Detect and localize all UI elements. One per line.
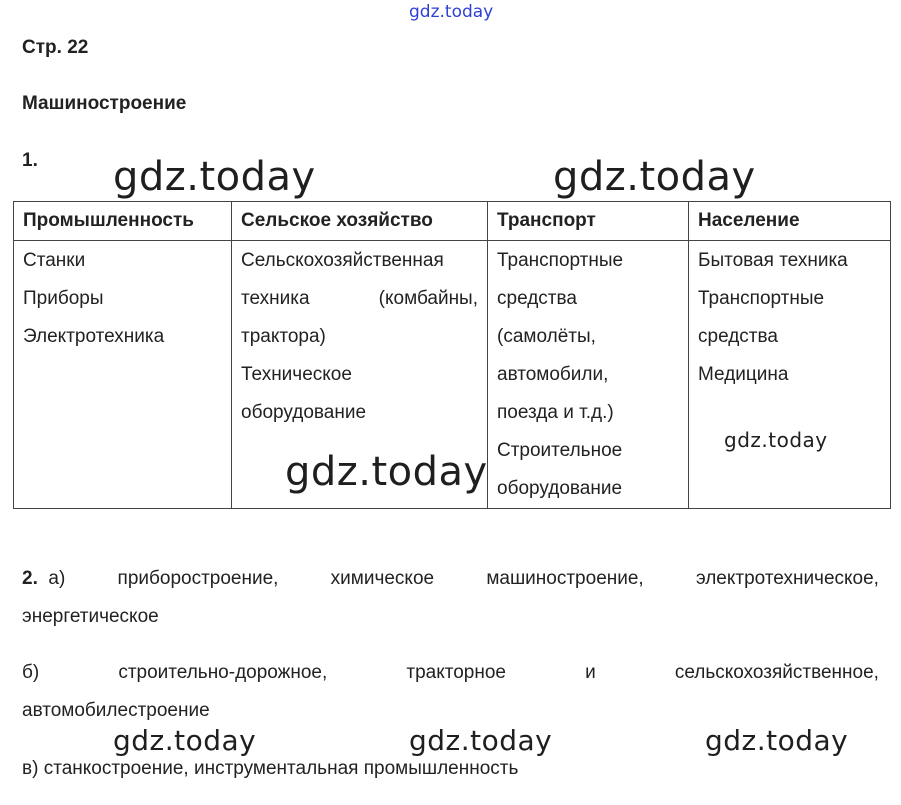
list-item: средства [497,288,577,309]
task-2-number: 2. [22,568,38,589]
page-number: Стр. 22 [22,37,89,58]
list-item: Техническое [241,364,352,385]
task-2-c: в) станкостроение, инструментальная промышленность [22,758,519,779]
word: машиностроение, [486,568,644,589]
list-item: Станки [23,250,86,271]
header-agriculture: Сельское хозяйство [232,202,488,241]
list-item: средства [698,326,778,347]
list-item: Приборы [23,288,104,309]
section-title: Машиностроение [22,93,187,114]
word: б) [22,662,40,683]
header-transport: Транспорт [488,202,689,241]
task-2-a-lead [22,560,65,598]
watermark: gdz.today [113,154,316,200]
word: а) [48,568,66,589]
header-industry: Промышленность [14,202,232,241]
list-item: Строительное [497,440,623,461]
task-2-b-continuation: автомобилестроение [22,700,210,721]
list-item: трактора) [241,326,326,347]
list-item: Электротехника [23,326,165,347]
list-item: Медицина [698,364,789,385]
list-item: Транспортные [698,288,825,309]
watermark: gdz.today [724,428,828,452]
task-2-b-line [22,654,879,692]
word: электротехническое, [695,568,879,589]
word: строительно-дорожное, [118,662,328,683]
watermark: gdz.today [285,449,488,495]
cell-industry [14,241,232,509]
word: химическое [330,568,435,589]
word: техника [241,288,310,309]
task-2-b [22,654,879,730]
watermark: gdz.today [409,724,553,757]
table-header-row [14,202,891,241]
list-item: Сельскохозяйственная [241,250,444,271]
list-item: Бытовая техника [698,250,848,271]
word: и [585,662,596,683]
task-2-a [22,560,879,636]
list-item: поезда и т.д.) [497,402,614,423]
cell-transport [488,241,689,509]
list-item: Транспортные [497,250,624,271]
list-item: оборудование [241,402,367,423]
header-population: Население [689,202,891,241]
word: (комбайны, [378,288,478,309]
task-2-a-continuation: энергетическое [22,606,159,627]
cell-population [689,241,891,509]
word: приборостроение, [117,568,279,589]
watermark-top: gdz.today [409,2,494,22]
watermark: gdz.today [553,154,756,200]
list-item: автомобили, [497,364,609,385]
watermark: gdz.today [113,724,257,757]
task-1-number: 1. [22,150,38,171]
word: сельскохозяйственное, [674,662,879,683]
task-2-a-line [22,560,879,598]
word: тракторное [406,662,506,683]
list-item: оборудование [497,478,623,499]
list-item: (самолёты, [497,326,596,347]
watermark: gdz.today [705,724,849,757]
list-item [241,280,478,318]
